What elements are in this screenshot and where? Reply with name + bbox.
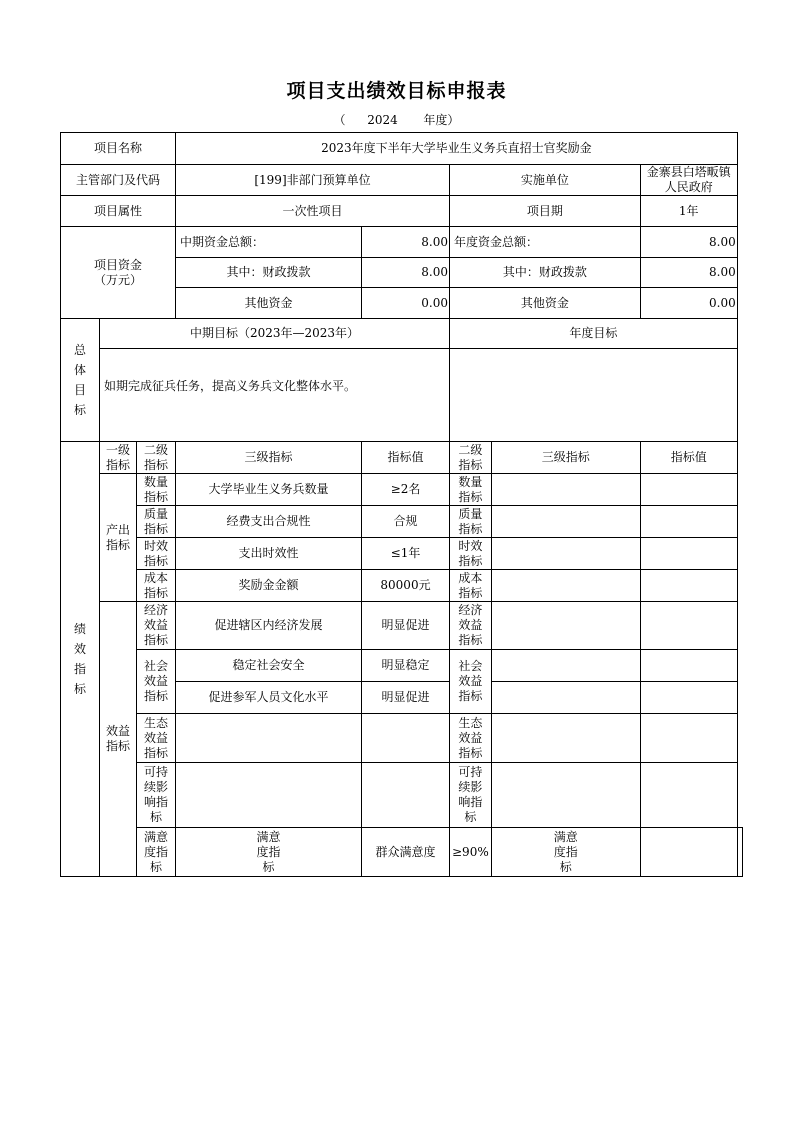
year-ecological-l3 xyxy=(491,714,640,763)
year-ecological-value xyxy=(640,714,737,763)
year-quality-value xyxy=(640,506,737,538)
social-l3-a: 稳定社会安全 xyxy=(176,650,362,682)
year-sustainable-l3 xyxy=(491,763,640,828)
year-quantity-l2: 数量 指标 xyxy=(450,474,492,506)
year-goal-text xyxy=(450,349,738,442)
project-attr-label: 项目属性 xyxy=(61,196,176,227)
year-suffix: 年度） xyxy=(423,113,460,127)
year-fiscal-label: 其中：财政拨款 xyxy=(450,258,641,288)
year-timeliness-value xyxy=(640,538,737,570)
social-value-b: 明显促进 xyxy=(362,682,450,714)
header-level2: 二级 指标 xyxy=(137,442,176,474)
social-l2: 社会 效益 指标 xyxy=(137,650,176,714)
year-satisfaction-l2: 满意 度指 标 xyxy=(491,828,640,877)
year-sustainable-l2: 可持 续影 响指 标 xyxy=(450,763,492,828)
mid-total-label: 中期资金总额： xyxy=(176,227,362,258)
satisfaction-l2: 满意 度指 标 xyxy=(176,828,362,877)
year-social-value-a xyxy=(640,650,737,682)
economic-l3: 促进辖区内经济发展 xyxy=(176,602,362,650)
performance-target-table xyxy=(60,132,743,877)
economic-value: 明显促进 xyxy=(362,602,450,650)
year-ecological-l2: 生态 效益 指标 xyxy=(450,714,492,763)
quality-l3: 经费支出合规性 xyxy=(176,506,362,538)
year-timeliness-l3 xyxy=(491,538,640,570)
year-satisfaction-l3 xyxy=(640,828,737,877)
satisfaction-indicator-label: 满意 度指 标 xyxy=(137,828,176,877)
year-economic-l2: 经济 效益 指标 xyxy=(450,602,492,650)
benefit-indicator-label: 效益 指标 xyxy=(100,602,137,877)
mid-fiscal-label: 其中：财政拨款 xyxy=(176,258,362,288)
satisfaction-l3: 群众满意度 xyxy=(362,828,450,877)
ecological-l2: 生态 效益 指标 xyxy=(137,714,176,763)
year-social-l3-b xyxy=(491,682,640,714)
year-line xyxy=(0,111,793,128)
year-fiscal-value: 8.00 xyxy=(640,258,737,288)
mid-total-value: 8.00 xyxy=(362,227,450,258)
sustainable-l2: 可持 续影 响指 标 xyxy=(137,763,176,828)
year-cost-l2: 成本 指标 xyxy=(450,570,492,602)
indicator-label: 绩 效 指 标 xyxy=(61,442,100,877)
impl-unit-label: 实施单位 xyxy=(450,165,641,196)
year-goal-header: 年度目标 xyxy=(450,319,738,349)
timeliness-value: ≤1年 xyxy=(362,538,450,570)
header-year-level3: 三级指标 xyxy=(491,442,640,474)
funds-label: 项目资金 （万元） xyxy=(61,227,176,319)
year-value: 2024 xyxy=(367,113,398,127)
year-quality-l2: 质量 指标 xyxy=(450,506,492,538)
year-social-l2: 社会 效益 指标 xyxy=(450,650,492,714)
year-timeliness-l2: 时效 指标 xyxy=(450,538,492,570)
impl-unit-value: 金寨县白塔畈镇 人民政府 xyxy=(640,165,737,196)
sustainable-l3 xyxy=(176,763,362,828)
project-period-value: 1年 xyxy=(640,196,737,227)
year-other-label: 其他资金 xyxy=(450,288,641,319)
dept-value: [199]非部门预算单位 xyxy=(176,165,450,196)
quality-l2: 质量 指标 xyxy=(137,506,176,538)
sustainable-value xyxy=(362,763,450,828)
year-quality-l3 xyxy=(491,506,640,538)
header-year-level2: 二级 指标 xyxy=(450,442,492,474)
project-period-label: 项目期 xyxy=(450,196,641,227)
cost-l3: 奖励金金额 xyxy=(176,570,362,602)
social-l3-b: 促进参军人员文化水平 xyxy=(176,682,362,714)
output-indicator-label: 产出 指标 xyxy=(100,474,137,602)
cost-l2: 成本 指标 xyxy=(137,570,176,602)
ecological-l3 xyxy=(176,714,362,763)
year-satisfaction-value xyxy=(737,828,742,877)
year-social-l3-a xyxy=(491,650,640,682)
year-cost-l3 xyxy=(491,570,640,602)
year-economic-value xyxy=(640,602,737,650)
year-open: （ xyxy=(333,113,346,127)
quality-value: 合规 xyxy=(362,506,450,538)
satisfaction-value: ≥90% xyxy=(450,828,492,877)
year-total-label: 年度资金总额： xyxy=(450,227,641,258)
dept-label: 主管部门及代码 xyxy=(61,165,176,196)
year-quantity-value xyxy=(640,474,737,506)
overall-goal-label: 总 体 目 标 xyxy=(61,319,100,442)
header-level3: 三级指标 xyxy=(176,442,362,474)
year-social-value-b xyxy=(640,682,737,714)
ecological-value xyxy=(362,714,450,763)
year-cost-value xyxy=(640,570,737,602)
year-sustainable-value xyxy=(640,763,737,828)
header-year-value: 指标值 xyxy=(640,442,737,474)
mid-fiscal-value: 8.00 xyxy=(362,258,450,288)
mid-goal-text: 如期完成征兵任务，提高义务兵文化整体水平。 xyxy=(100,349,450,442)
quantity-value: ≥2名 xyxy=(362,474,450,506)
header-value: 指标值 xyxy=(362,442,450,474)
economic-l2: 经济 效益 指标 xyxy=(137,602,176,650)
project-name-label: 项目名称 xyxy=(61,133,176,165)
year-total-value: 8.00 xyxy=(640,227,737,258)
project-attr-value: 一次性项目 xyxy=(176,196,450,227)
year-economic-l3 xyxy=(491,602,640,650)
timeliness-l3: 支出时效性 xyxy=(176,538,362,570)
cost-value: 80000元 xyxy=(362,570,450,602)
quantity-l3: 大学毕业生义务兵数量 xyxy=(176,474,362,506)
social-value-a: 明显稳定 xyxy=(362,650,450,682)
header-level1: 一级 指标 xyxy=(100,442,137,474)
timeliness-l2: 时效 指标 xyxy=(137,538,176,570)
quantity-l2: 数量 指标 xyxy=(137,474,176,506)
mid-other-value: 0.00 xyxy=(362,288,450,319)
mid-goal-header: 中期目标（2023年—2023年） xyxy=(100,319,450,349)
year-quantity-l3 xyxy=(491,474,640,506)
mid-other-label: 其他资金 xyxy=(176,288,362,319)
page-title: 项目支出绩效目标申报表 xyxy=(286,80,507,102)
project-name-value: 2023年度下半年大学毕业生义务兵直招士官奖励金 xyxy=(176,133,738,165)
year-other-value: 0.00 xyxy=(640,288,737,319)
